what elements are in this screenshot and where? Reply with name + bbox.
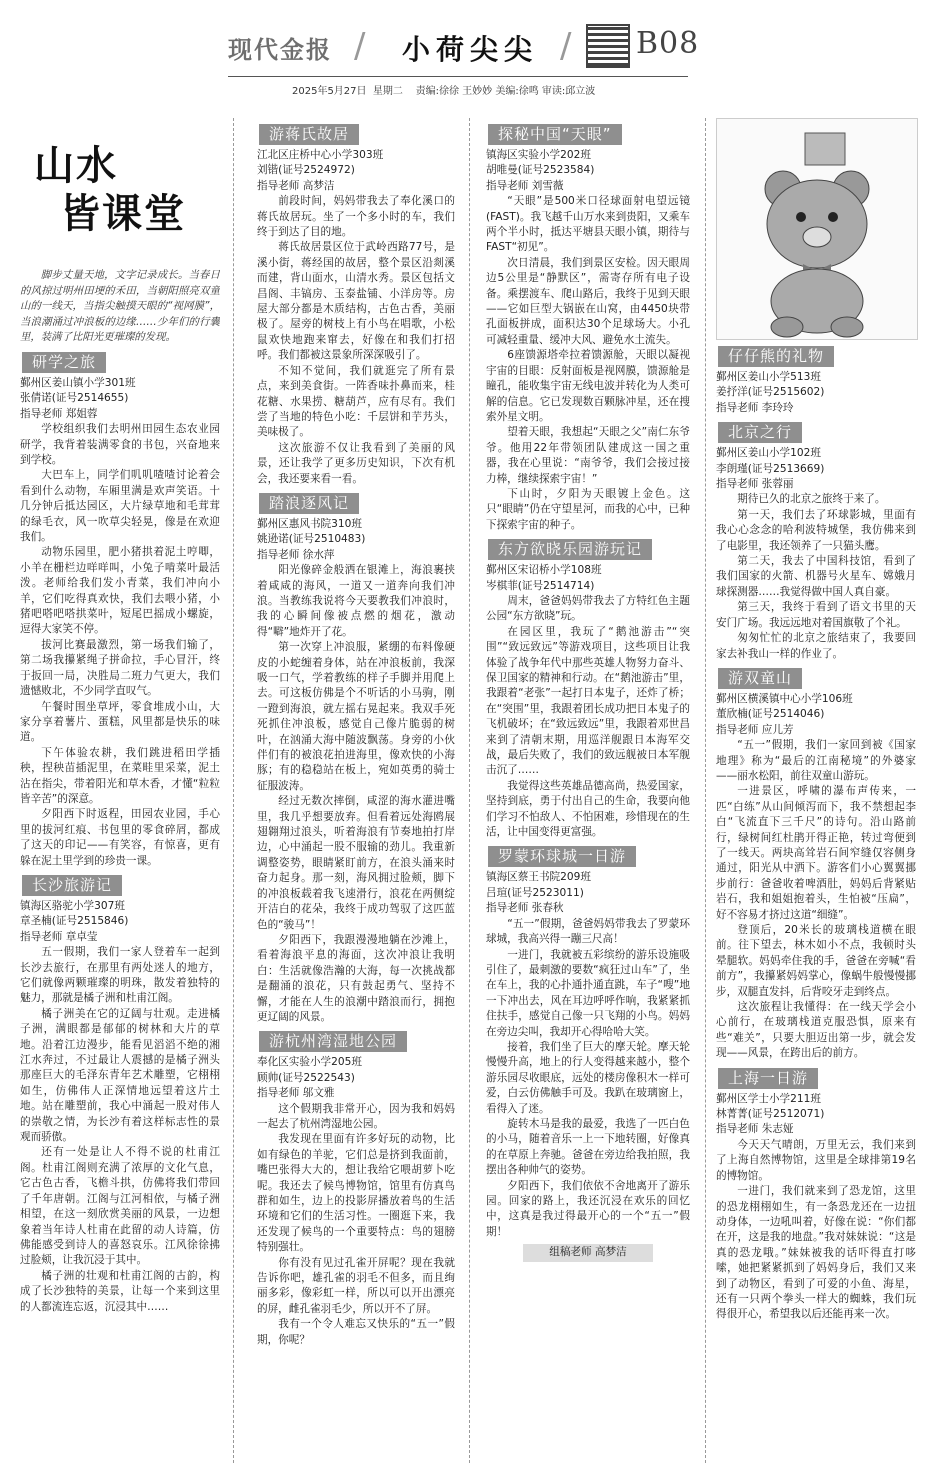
teacher: 指导老师 张蓉丽 (716, 478, 794, 491)
section-name: 小荷尖尖 (402, 33, 539, 66)
paragraph: 大巴车上，同学们叽叽喳喳讨论着会看到什么动物，车厢里满是欢声笑语。十几分钟后抵达园区，大片绿草地和毛茸茸的绿毛衣，风一吹草尖轻晃，像是在欢迎我们。 (20, 469, 220, 544)
paragraph: 午餐时围坐草坪，零食堆成小山，大家分享着薯片、蛋糕，风里都是快乐的味道。 (20, 700, 220, 744)
paragraph: 拔河比赛最激烈，第一场我们输了，第二场我攥紧绳子拼命拉，手心冒汗，终于扳回一局，决胜局二班力气更大，我们遗憾败北，不少同学直叹气。 (20, 638, 220, 698)
author: 张倩诺(证号2514655) (20, 392, 129, 405)
column-4 (716, 340, 916, 1323)
teacher: 指导老师 张春秋 (486, 902, 564, 915)
teacher: 指导老师 高梦洁 (257, 179, 335, 192)
school-class: 奉化区实验小学205班 (257, 1056, 362, 1069)
column-divider (233, 118, 234, 1463)
school-class: 鄞州区学士小学211班 (716, 1092, 821, 1105)
author: 吕瑄(证号2523011) (486, 886, 584, 899)
paragraph: 经过无数次摔倒，咸涩的海水灌进嘴里，我几乎想要放弃。但看着远处海鸥展翅翱翔过浪头，听着海浪有节奏地拍打岸边，心中涌起一股不服输的劲儿。我重新调整姿势，眼睛紧盯前方，在浪头涌来时奋力起身。那一刻，海风拥过脸颊，脚下的冲浪板载着我飞速滑行，浪花在两侧绽开洁白的花朵，我终于成功驾驭了这匹蓝色的“骏马”！ (257, 795, 455, 931)
article-title: 东方欲晓乐园游玩记 (488, 539, 652, 560)
article-title: 踏浪逐风记 (259, 493, 359, 514)
teddy-bear-drawing (716, 118, 918, 340)
paragraph: 6座馈源塔牵拉着馈源舱，天眼以凝视宇宙的目眼：反射面板是视网膜，馈源舱是瞳孔，能收集宇宙无线电波并转化为人类可解的信息。它已发现数百颗脉冲星，还在搜索外星文明。 (486, 349, 690, 423)
teacher: 指导老师 刘雪薇 (486, 179, 564, 192)
paragraph: 下山时，夕阳为天眼镀上金色。这只“眼睛”仍在守望星河，而我的心中，已种下探索宇宙的种子。 (486, 487, 690, 531)
paragraph: 第二天，我去了中国科技馆，看到了我们国家的火箭、机器号火星车、嫦娥月球探测器……我觉得做中国人真自豪。 (716, 555, 916, 598)
author: 李朗瑾(证号2513669) (716, 462, 825, 475)
article-title: 游双童山 (718, 668, 802, 689)
paragraph: 你有没有见过孔雀开屏呢？现在我就告诉你吧，雄孔雀的羽毛不但多，而且绚丽多彩，像彩虹一样，所以可以开出漂亮的屏，雌孔雀羽毛少，所以开不了屏。 (257, 1256, 455, 1315)
article (257, 1025, 455, 1348)
school-class: 江北区庄桥中心小学303班 (257, 149, 384, 161)
school-class: 鄞州区姜山小学513班 (716, 371, 821, 383)
article-title: 上海一日游 (718, 1068, 818, 1089)
paragraph: 周末，爸爸妈妈带我去了方特红色主题公园“东方欲晓”玩。 (486, 594, 690, 623)
paragraph: 夕阳西下时返程，田园农业园，手心里的拔河红痕、书包里的零食碎屑，都成了这天的印记——有笑容，有惊喜，更有躲在泥土里学到的珍贵一课。 (20, 808, 220, 867)
article (716, 662, 916, 1062)
paragraph: 还有一处是让人不得不说的杜甫江阁。杜甫江阁则充满了浓厚的文化气息，它古色古香，飞檐斗拱，仿佛将我们带回了千年唐朝。江阁与江河相依，与橘子洲相望，在这一刻欣赏美丽的风景，一边想象着当年诗人杜甫在此留的动人诗篇，仿佛能感受到诗人的喜怒哀乐。江风徐徐拂过脸颊，让我沉浸于其中。 (20, 1146, 220, 1267)
author: 章圣楠(证号2515846) (20, 915, 129, 928)
author: 姚逊诺(证号2510483) (257, 533, 366, 546)
column-divider (469, 118, 470, 1463)
paragraph: 第一天，我们去了环球影城，里面有我心心念念的哈利波特城堡，我仿佛来到了电影里，我还领养了一只猫头鹰。 (716, 508, 916, 552)
logo-word-1: 山水 (34, 142, 118, 189)
paragraph: 今天天气晴朗，万里无云，我们来到了上海自然博物馆，这里是全球排第19名的博物馆。 (716, 1138, 916, 1182)
paragraph: 学校组织我们去明州田园生态农业园研学，我背着装满零食的书包，兴奋地来到学校。 (20, 423, 220, 466)
article (716, 416, 916, 662)
author: 刘锴(证号2524972) (257, 164, 355, 177)
school-class: 鄞州区惠风书院310班 (257, 517, 362, 530)
article (716, 1062, 916, 1323)
article (486, 533, 690, 840)
paragraph: “天眼”是500米口径球面射电望远镜(FAST)。我飞越千山万水来到贵阳，又乘车两个半小时，抵达平塘县天眼小镇，期待与FAST“初见”。 (486, 195, 690, 254)
author: 顾帅(证号2522543) (257, 1071, 355, 1084)
teacher: 指导老师 郑姐蓉 (20, 407, 98, 420)
paragraph: 在园区里，我玩了“鹅池游击”“突围”“致远致远”等游戏项目，这些项目让我体验了战争年代中那些英雄人物努力奋斗、保卫国家的精神和行动。在“鹅池游击”里，我跟着“老张”一起打日本鬼子，还炸了桥；在“突围”里，我跟着团长成功把日本鬼子的飞机破坏；在“致远致远”里，我跟着邓世昌来到了清朝末期，用巡洋舰跟日本海军交战，最后失败了，我们的致远舰被日本军舰击沉了…… (486, 625, 690, 777)
column-logo (20, 118, 220, 268)
article (257, 118, 455, 487)
paragraph: 这次旅程让我懂得：在一线天学会小心前行，在玻璃栈道克服恐惧，原来有些“难关”，只要大胆迈出第一步，就会发现——风景，在跨出后的前方。 (716, 1001, 916, 1060)
page-number: B08 (636, 26, 700, 61)
article (20, 869, 220, 1315)
paragraph: 匆匆忙忙的北京之旅结束了，我要回家去补我山一样的作业了。 (716, 632, 916, 660)
article (716, 340, 916, 416)
masthead (0, 0, 934, 100)
paragraph: 第一次穿上冲浪服，紧绷的布料像硬皮的小蛇缠着身体，站在冲浪板前，我深吸一口气，学着教练的样子手脚并用爬上去。可这板仿佛是个不听话的小马驹，刚一蹬到海浪，就左摇右晃起来。我双手死死抓住冲浪板，感觉自己像片脆弱的树叶，在汹涌大海中随波飘荡。身旁的小伙伴们有的被浪花拍进海里，像欢快的小海豚；有的稳稳站在板上，宛如英勇的骑士征服波涛。 (257, 641, 455, 792)
article (257, 487, 455, 1025)
author: 胡唯曼(证号2523584) (486, 164, 595, 177)
paragraph: 次日清晨，我们到景区安检。因天眼周边5公里是“静默区”，需寄存所有电子设备。乘摆渡车、爬山路后，我终于见到天眼——它如巨型大锅嵌在山窝，由4450块带孔面板拼成，面积达30个足球场大。小孔可减轻重量、缓冲大风、避免水土流失。 (486, 256, 690, 346)
column-1 (20, 118, 220, 1315)
article-title: 北京之行 (718, 422, 802, 443)
paragraph: “五一”假期，爸爸妈妈带我去了罗蒙环球城，我高兴得一蹦三尺高！ (486, 917, 690, 946)
school-class: 鄞州区姜山镇小学301班 (20, 376, 136, 389)
author: 林菁菁(证号2512071) (716, 1108, 825, 1121)
article-title: 罗蒙环球城一日游 (488, 846, 636, 867)
school-class: 镇海区实验小学202班 (486, 149, 591, 161)
staff-credits: 责编:徐徐 王妙妙 美编:徐鸣 审读:邱立波 (415, 86, 596, 97)
issue-weekday: 星期二 (372, 86, 403, 97)
article-title: 游蒋氏故居 (259, 124, 359, 145)
issue-date: 2025年5月27日 (292, 86, 367, 97)
paragraph: 前段时间，妈妈带我去了奉化溪口的蒋氏故居玩。坐了一个多小时的车，我们终于到达了目的地。 (257, 195, 455, 239)
paragraph: 五一假期，我们一家人登着车一起到长沙去旅行，在那里有两处迷人的地方，它们就像两颗璀璨的明珠，散发着独特的魅力，那就是橘子洲和杜甫江阁。 (20, 946, 220, 1005)
paragraph: 接着，我们坐了巨大的摩天轮。摩天轮慢慢升高，地上的行人变得越来越小，整个游乐园尽收眼底，远处的楼房像积木一样可爱，白云仿佛触手可及。我趴在玻璃窗上，看得入了迷。 (486, 1040, 690, 1115)
logo-word-2: 皆课堂 (60, 190, 186, 237)
article (486, 118, 690, 533)
paragraph: 夕阳西下，我跟漫漫地躺在沙滩上，看着海浪平息的海面，这次冲浪让我明白：生活就像浩瀚的大海，每一次挑战都是翻涌的浪花，只有鼓起勇气、坚持不懈，才能在人生的浪潮中踏浪而行，拥抱更辽阔的风景。 (257, 933, 455, 1023)
paragraph: 望着天眼，我想起“天眼之父”南仁东爷爷。他用22年带领团队建成这一国之重器，我在心里说：“南爷爷，我们会接过接力棒，继续探索宇宙！” (486, 426, 690, 485)
article (486, 840, 690, 1240)
paragraph: 我觉得这些英雄品德高尚，热爱国家，坚持到底，勇于付出自己的生命，我要向他们学习不怕敌人、不怕困难，珍惜现在的生活，让中国变得更富强。 (486, 779, 690, 839)
author: 姜抒洋(证号2515602) (716, 386, 825, 399)
paragraph: 登顶后，20米长的玻璃栈道横在眼前。往下望去，林木如小不点，我顿时头晕腿软。妈妈牵住我的手，爸爸在旁喊“看前方”，我攥紧妈妈掌心，像蜗牛般慢慢挪步，双腿直发抖，后背咬牙走到终点。 (716, 924, 916, 998)
paragraph: 阳光像碎金般洒在银滩上，海浪裹挟着咸咸的海风，一道又一道奔向我们冲浪。当教练我说将今天要教我们冲浪时，我的心瞬间像被点燃的烟花，激动得“噼”地炸开了花。 (257, 564, 455, 638)
article (20, 346, 220, 869)
column-divider (705, 118, 706, 1463)
article-title: 长沙旅游记 (22, 875, 122, 896)
column-intro: 脚步丈量天地，文字记录成长。当春日的风掠过明州田埂的禾田，当朝阳照亮双童山的一线天，当指尖触摸天眼的“视网膜”，当浪潮涌过冲浪板的边缘……少年们的行囊里，装满了比阳光更璀璨的发现。 (20, 269, 220, 344)
author: 岑棋菲(证号2514714) (486, 579, 595, 592)
article-title: 探秘中国“天眼” (488, 124, 622, 145)
school-class: 鄞州区横溪镇中心小学106班 (716, 692, 853, 705)
issue-meta (292, 82, 595, 97)
footer (486, 1240, 690, 1261)
paragraph: 不知不觉间，我们就逛完了所有景点，来到美食街。一阵香味扑鼻而来，桂花糖、水果捞、糖葫芦，应有尽有。我们尝了当地的特色小吃：千层饼和芋艿头，美味极了。 (257, 364, 455, 439)
paragraph: “五一”假期，我们一家回到被《国家地理》称为“最后的江南秘境”的外婆家——丽水松阳，前往双童山游玩。 (716, 739, 916, 782)
paragraph: 我有一个令人难忘又快乐的“五一”假期，你呢？ (257, 1318, 455, 1346)
teacher: 指导老师 李玲玲 (716, 401, 794, 414)
masthead-rule (228, 76, 688, 77)
teacher: 指导老师 徐水萍 (257, 548, 335, 561)
teddy-bear-icon (717, 119, 917, 339)
article-title: 研学之旅 (22, 352, 106, 373)
paragraph: 这次旅游不仅让我看到了美丽的风景，还让我学了更多历史知识，下次有机会，我还要来看一看。 (257, 441, 455, 485)
paper-name: 现代金报 (228, 36, 332, 64)
teacher: 指导老师 应儿芳 (716, 723, 794, 736)
paragraph: 旋转木马是我的最爱，我选了一匹白色的小马，随着音乐一上一下地转圈，好像真的在草原上奔驰。爸爸在旁边给我拍照，我摆出各种帅气的姿势。 (486, 1117, 690, 1177)
paragraph: 橘子洲的壮观和杜甫江阁的古韵，构成了长沙独特的美景，让每一个来到这里的人都流连忘返，沉浸其中…… (20, 1269, 220, 1313)
column-2 (257, 118, 455, 1348)
school-class: 镇海区蔡王书院209班 (486, 871, 591, 884)
paragraph: 一进景区，呼啸的瀑布声传来，一匹“白练”从山间倾泻而下，我不禁想起李白“飞流直下三千尺”的诗句。沿山路前行，绿树间红杜鹃开得正艳，转过弯便到了一线天。两块高耸岩石间窄缝仅容侧身通过，阳光从中洒下。游客们小心翼翼挪步前行：爸爸收着啤酒肚，妈妈后背紧贴岩石，我和姐姐抱着头，生怕被“压扁”，好不容易才挤过这道“细缝”。 (716, 785, 916, 921)
article-title: 游杭州湾湿地公园 (259, 1031, 407, 1052)
divider-slash: / (560, 26, 572, 66)
paragraph: 夕阳西下，我们依依不舍地离开了游乐园。回家的路上，我还沉浸在欢乐的回忆中，这真是我过得最开心的一个“五一”假期！ (486, 1179, 690, 1238)
paragraph: 橘子洲美在它的辽阔与壮观。走进橘子洲，满眼都是郁郁的树林和大片的草地。沿着江边漫步，能看见滔滔不绝的湘江水奔过，不过最让人震撼的是橘子洲头那座巨大的毛泽东青年艺术雕塑，它栩栩如生，仿佛伟人正深情地远望着这片土地。站在雕塑前，我心中涌起一股对伟人的崇敬之情，为长沙有着这样标志性的景观而骄傲。 (20, 1007, 220, 1144)
organizer-credit: 组稿老师 高梦洁 (523, 1244, 653, 1261)
paragraph: 这个假期我非常开心，因为我和妈妈一起去了杭州湾湿地公园。 (257, 1102, 455, 1130)
paragraph: 第三天，我终于看到了语文书里的天安门广场。我远远地对着国旗敬了个礼。 (716, 601, 916, 629)
paragraph: 期待已久的北京之旅终于来了。 (737, 493, 886, 506)
paragraph: 下午体验农耕，我们跳进稻田学插秧，捏秧苗插泥里，在菜畦里采菜，泥土沾在指尖，带着阳光和草木香，才懂“粒粒皆辛苦”的深意。 (20, 746, 220, 805)
school-class: 鄞州区宋诏桥小学108班 (486, 564, 602, 577)
paragraph: 我发现在里面有许多好玩的动物，比如有绿色的羊驼，它们总是挤到我面前，嘴巴张得大大的，想让我给它喂胡萝卜吃呢。我还去了候鸟博物馆，馆里有仿真鸟群和如生，边上的投影屏播放着鸟的生活环境和它们的生活习性。一圈逛下来，我还发现了候鸟的一个重要特点：鸟的翅膀特别强壮。 (257, 1133, 455, 1254)
teacher: 指导老师 朱志娅 (716, 1123, 794, 1136)
author: 董欣楠(证号2514046) (716, 708, 825, 721)
qr-code-icon[interactable] (586, 24, 630, 68)
teacher: 指导老师 章卓莹 (20, 930, 98, 943)
teacher: 指导老师 邬文雅 (257, 1087, 335, 1100)
paragraph: 蒋氏故居景区位于武岭西路77号，是溪小街，蒋经国的故居，整个景区沿剡溪而建，背山面水，山清水秀。景区包括文昌阁、丰镐房、玉泰盐铺、小洋房等。房屋大部分都是木质结构，古色古香，美丽极了。屋旁的树枝上有小鸟在唱歌，小松鼠欢快地跑来窜去，好像在和我们打招呼。我们都被这景象所深深吸引了。 (257, 241, 455, 362)
paragraph: 动物乐园里，肥小猪拱着泥土哼唧，小羊在栅栏边咩咩叫，小兔子啃菜叶最活泼。老师给我们发小青菜，我们冲向小羊，它们吃得真欢快，我们去喂小猪，小猪吧嗒吧嗒拱菜叶，短尾巴摇成小螺旋，逗得大家笑不停。 (20, 546, 220, 636)
paragraph: 一进门，我就被五彩缤纷的游乐设施吸引住了，最刺激的要数“疯狂过山车”了，坐在车上，我的心扑通扑通直跳，车子“嗖”地一下冲出去，风在耳边呼呼作响，我紧紧抓住扶手，感觉自己像一只飞翔的小鸟。妈妈在旁边尖叫，我却开心得哈哈大笑。 (486, 948, 690, 1038)
column-3 (486, 118, 690, 1262)
paragraph: 一进门，我们就来到了恐龙馆，这里的恐龙栩栩如生，有一条恐龙还在一边扭动身体，一边吼叫着，好像在说：“你们都在开，这是我的地盘。”我对妹妹说：“这是真的恐龙哦。”妹妹被我的话吓得直打哆嗦，她把紧紧抓到了妈妈身后，我们又来到了动物区，看到了可爱的小鱼、海星，还有一只两个拳头一样大的蜘蛛，我们玩得很开心，希望我以后还能再来一次。 (716, 1185, 916, 1321)
school-class: 镇海区骆驼小学307班 (20, 899, 125, 912)
school-class: 鄞州区姜山小学102班 (716, 447, 821, 460)
divider-slash: / (354, 26, 366, 66)
article-title: 仔仔熊的礼物 (718, 346, 834, 367)
